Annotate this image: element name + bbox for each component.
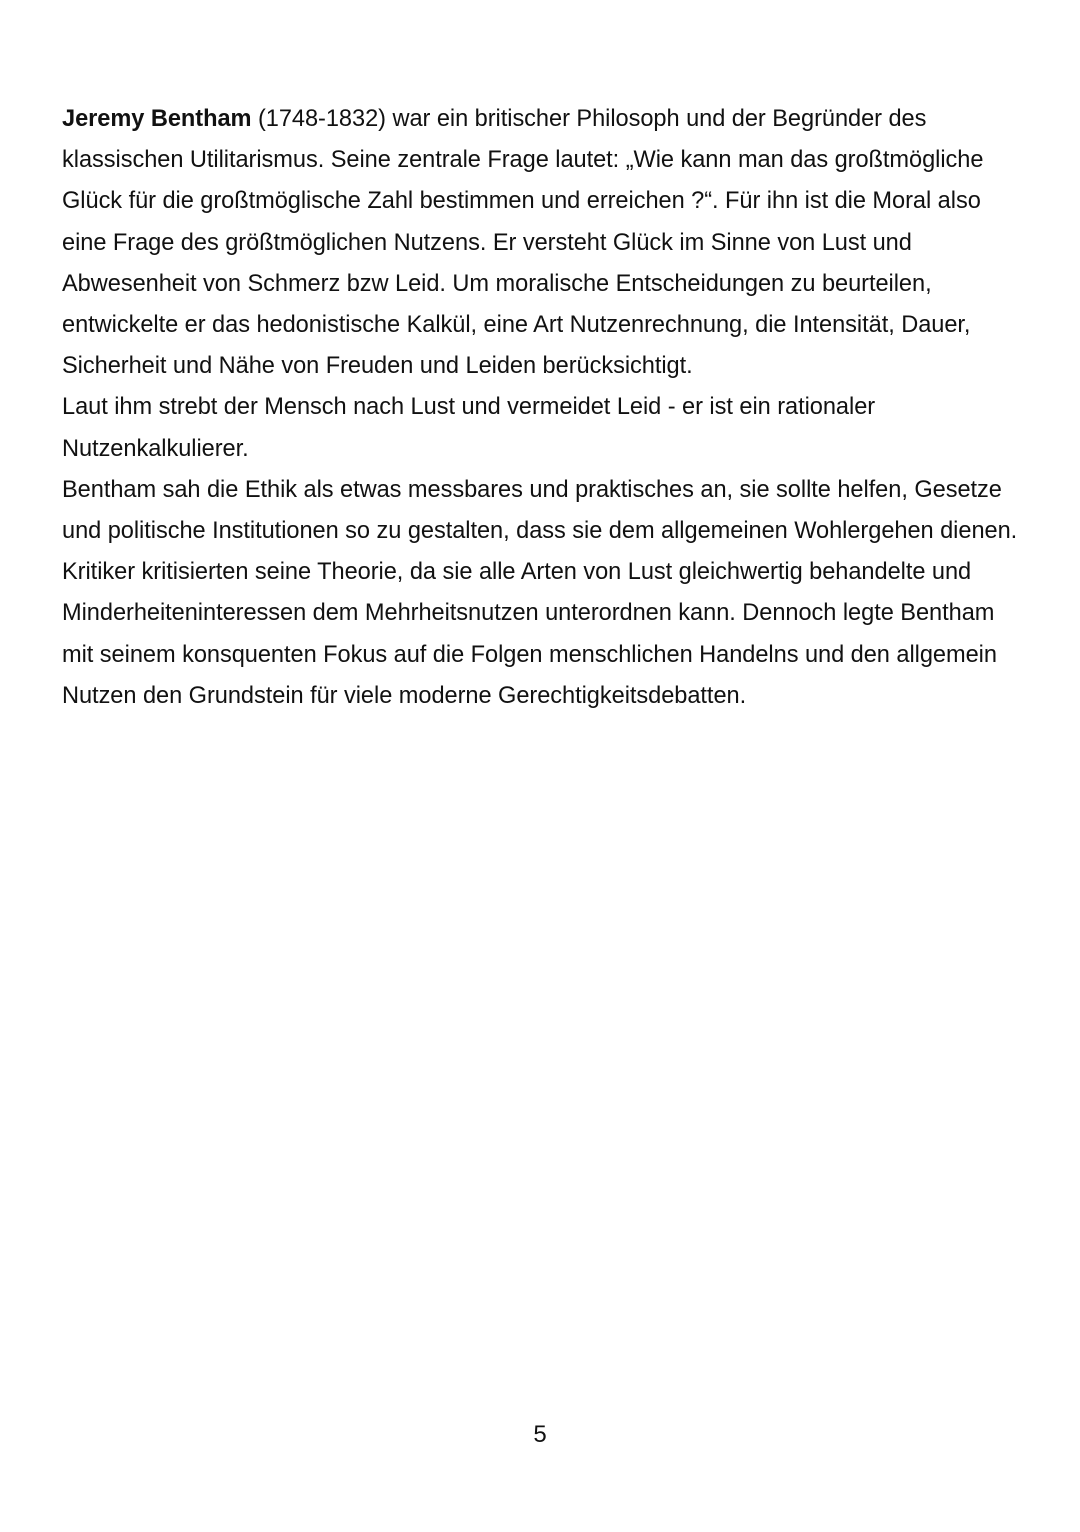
body-text — [62, 99, 1022, 717]
paragraph-human-nature: Laut ihm strebt der Mensch nach Lust und vermeidet Leid - er ist ein rationaler Nutzenkalkulierer. — [62, 394, 876, 462]
paragraph-criticism: Kritiker kritisierten seine Theorie, da sie alle Arten von Lust gleichwertig behandelte und Minderheiteninteressen dem Mehrheitsnutzen unterordnen kann. Dennoch legte Bentham mit seinem konsquenten Fokus auf die Folgen menschlichen Handelns und den allgemein Nutzen den Grundstein für viele moderne Gerechtigkeitsdebatten. — [62, 559, 997, 709]
paragraph-intro — [62, 99, 1022, 387]
paragraph-ethics-practical: Bentham sah die Ethik als etwas messbares und praktisches an, sie sollte helfen, Gesetze und politische Institutionen so zu gestalten, dass sie dem allgemeinen Wohlergehen dienen. — [62, 476, 1018, 545]
person-name: Jeremy Bentham — [62, 106, 252, 132]
page-number: 5 — [533, 1421, 547, 1448]
paragraph-intro-text: (1748-1832) war ein britischer Philosoph und der Begründer des klassischen Utilitarismus. Seine zentrale Frage lautet: „Wie kann man das großtmögliche Glück für die großtmöglische Zahl bestimmen und erreichen ?“. Für ihn ist die Moral also eine Frage des größtmöglichen Nutzens. Er versteht Glück im Sinne von Lust und Abwesenheit von Schmerz bzw Leid. Um moralische Entscheidungen zu beurteilen, entwickelte er das hedonistische Kalkül, eine Art Nutzenrechnung, die Intensität, Dauer, Sicherheit und Nähe von Freuden und Leiden berücksichtigt. — [62, 106, 984, 380]
